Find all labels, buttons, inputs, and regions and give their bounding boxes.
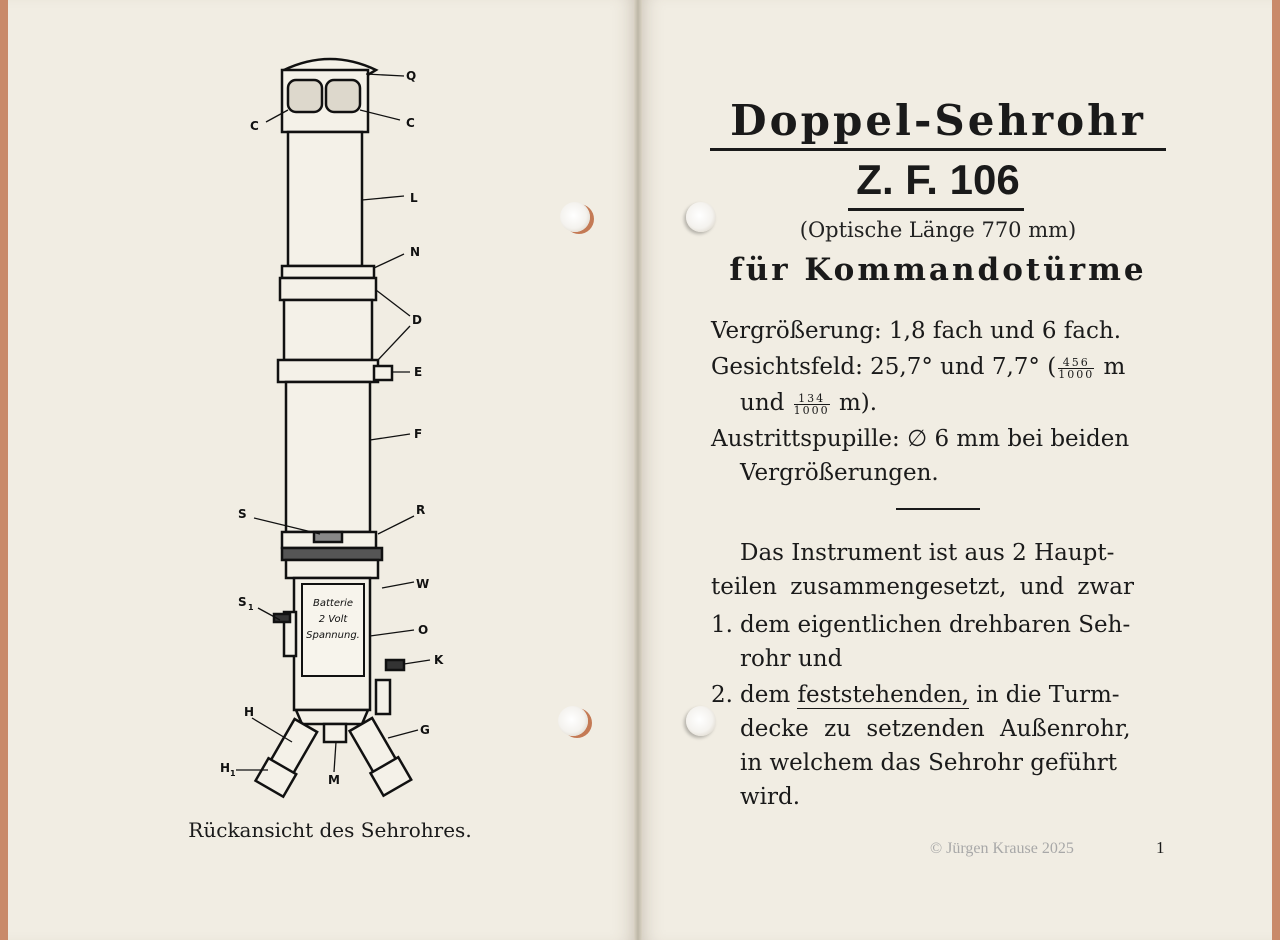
scale-ring-w	[282, 548, 382, 560]
battery-text: Batterie	[312, 598, 354, 609]
field-text: Gesichtsfeld: 25,7° und 7,7° (	[711, 354, 1057, 380]
fraction: $\frac{134}{1000}$	[793, 391, 830, 417]
base	[296, 710, 368, 724]
knob-e	[374, 366, 392, 380]
label-h1-subscript: 1	[230, 769, 236, 778]
ring-d	[280, 278, 376, 300]
mid-tube	[284, 300, 372, 360]
list-item-2-cont: decke zu setzenden Außenrohr,	[740, 716, 1131, 742]
spec-field-of-view-2	[740, 390, 877, 416]
label-s1: S	[238, 595, 247, 609]
optical-length: (Optische Länge 770 mm)	[799, 218, 1077, 242]
label-l: L	[410, 191, 418, 205]
title-rule	[710, 148, 1166, 151]
fraction: $\frac{456}{1000}$	[1058, 355, 1095, 381]
page-title: Doppel-Sehrohr	[730, 96, 1146, 145]
body-line: Das Instrument ist aus 2 Haupt-	[740, 540, 1115, 566]
label-w: W	[416, 577, 430, 591]
list-item-2-cont: in welchem das Sehrohr geführt	[740, 750, 1117, 776]
label-k: K	[434, 653, 444, 667]
label-d: D	[412, 313, 422, 327]
label-s: S	[238, 507, 247, 521]
label-m: M	[328, 773, 340, 787]
copyright-watermark: © Jürgen Krause 2025	[930, 840, 1074, 857]
body-line: teilen zusammengesetzt, und zwar	[711, 574, 1134, 600]
list-item-2-number: 2.	[711, 682, 733, 708]
model-designation: Z. F. 106	[856, 156, 1020, 203]
eyepiece-window-left	[288, 80, 322, 112]
spec-exit-pupil: Austrittspupille: ∅ 6 mm bei beiden	[711, 426, 1130, 452]
collar	[286, 560, 378, 578]
list-item-1: dem eigentlichen drehbaren Seh-	[740, 612, 1131, 638]
label-e: E	[414, 365, 423, 379]
label-o: O	[418, 623, 429, 637]
underlined-word: feststehenden,	[797, 682, 969, 708]
label-r: R	[416, 503, 426, 517]
page-number: 1	[1156, 838, 1165, 857]
knob-k-handle	[386, 660, 404, 670]
list-item-2	[740, 682, 1120, 708]
punch-hole	[686, 706, 716, 736]
list-text: dem	[740, 682, 798, 708]
battery-text: 2 Volt	[318, 614, 348, 625]
figure-caption: Rückansicht des Sehrohres.	[188, 818, 472, 842]
field-unit: m).	[831, 390, 878, 416]
list-item-1-number: 1.	[711, 612, 733, 638]
knob-k	[376, 680, 390, 714]
label-g: G	[420, 723, 430, 737]
lower-tube	[286, 382, 370, 532]
purpose-heading: für Kommandotürme	[729, 252, 1147, 288]
label-n: N	[410, 245, 421, 259]
spec-exit-pupil-2: Vergrößerungen.	[740, 460, 939, 486]
list-item-2-cont: wird.	[740, 784, 801, 810]
ring-n	[282, 266, 374, 278]
spec-magnification: Vergrößerung: 1,8 fach und 6 fach.	[711, 318, 1122, 344]
model-rule	[848, 208, 1024, 211]
list-item-1-cont: rohr und	[740, 646, 843, 672]
spec-field-of-view	[711, 354, 1125, 380]
battery-text: Spannung.	[306, 630, 360, 641]
eyepiece-window-right	[326, 80, 360, 112]
label-f: F	[414, 427, 423, 441]
ring-e	[278, 360, 378, 382]
upper-tube	[288, 132, 362, 266]
socket-m	[324, 724, 346, 742]
label-q: Q	[406, 69, 417, 83]
list-text: in die Turm-	[969, 682, 1120, 708]
label-h: H	[244, 705, 255, 719]
section-divider	[896, 508, 980, 510]
label-s1-subscript: 1	[248, 603, 254, 612]
label-c: C	[406, 116, 415, 130]
field-text: und	[740, 390, 792, 416]
label-h1: H	[220, 761, 231, 775]
punch-hole	[686, 202, 716, 232]
label-c: C	[250, 119, 259, 133]
field-unit: m	[1096, 354, 1126, 380]
